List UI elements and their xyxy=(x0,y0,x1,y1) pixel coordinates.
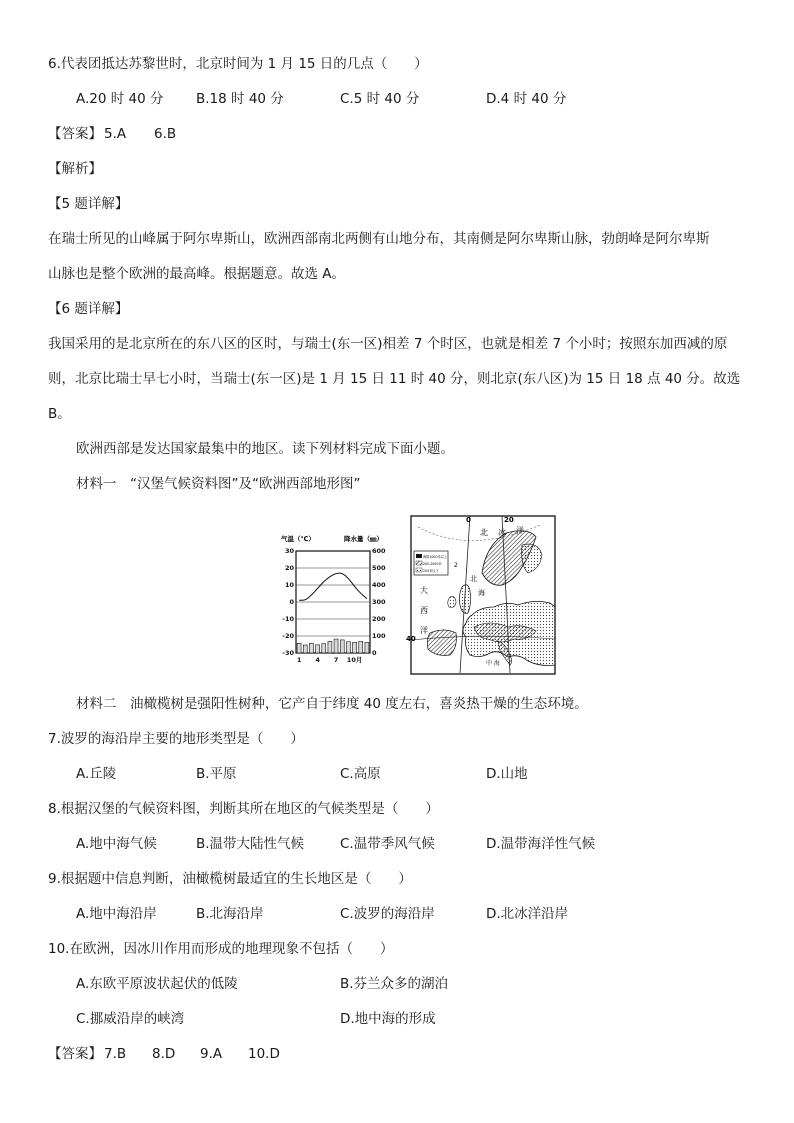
precipitation-bar xyxy=(365,642,369,653)
q8-stem: 8.根据汉堡的气候资料图，判断其所在地区的气候类型是（ ） xyxy=(48,801,439,817)
lon-label-20: 20 xyxy=(504,516,514,524)
q9-stem: 9.根据题中信息判断，油橄榄树最适宜的生长地区是（ ） xyxy=(48,871,412,887)
precip-tick-label: 0 xyxy=(372,649,377,658)
precip-tick-label: 200 xyxy=(372,615,386,624)
britain-landmass xyxy=(459,585,470,614)
detail-5-heading: 【5 题详解】 xyxy=(48,196,129,212)
q9-option-a: A.地中海沿岸 xyxy=(76,906,157,922)
sea-label-yang: 洋 xyxy=(516,526,524,535)
month-tick-label: 7 xyxy=(333,656,339,664)
q9-option-d: D.北冰洋沿岸 xyxy=(486,906,569,922)
precipitation-bar xyxy=(309,643,313,653)
detail-5-line-2: 山脉也是整个欧洲的最高峰。根据题意。故选 A。 xyxy=(48,266,346,282)
precip-tick-label: 500 xyxy=(372,564,386,573)
sea-label-xi: 西 xyxy=(420,606,428,615)
precip-tick-label: 400 xyxy=(372,581,386,590)
q6-option-c: C.5 时 40 分 xyxy=(340,91,420,107)
q9-option-b: B.北海沿岸 xyxy=(196,906,264,922)
answer-9: 9.A xyxy=(200,1046,223,1062)
precipitation-bar xyxy=(340,640,344,653)
q7-option-a: A.丘陵 xyxy=(76,766,117,782)
iberia-landmass xyxy=(427,630,456,655)
precipitation-bar xyxy=(303,645,307,653)
legend-swatch-mid xyxy=(416,561,422,565)
detail-6-heading: 【6 题详解】 xyxy=(48,301,129,317)
temp-tick-label: -30 xyxy=(282,649,294,658)
answer-8: 8.D xyxy=(152,1046,176,1062)
sea-label-hai: 海 xyxy=(478,589,485,597)
q10-option-c: C.挪威沿岸的峡湾 xyxy=(76,1011,185,1027)
sea-label-da: 大 xyxy=(420,586,428,595)
sea-label-mediterranean: 中 海 xyxy=(486,660,500,667)
q10-option-b: B.芬兰众多的湖泊 xyxy=(340,976,449,992)
q6-stem: 6.代表团抵达苏黎世时，北京时间为 1 月 15 日的几点（ ） xyxy=(48,56,428,72)
precipitation-bar xyxy=(334,639,338,653)
climate-chart xyxy=(280,532,384,666)
legend-text-mid: 200-2000米 xyxy=(423,562,442,566)
answer-label-2: 【答案】 xyxy=(48,1046,102,1062)
precipitation-bar xyxy=(328,641,332,653)
month-tick-label: 10月 xyxy=(346,656,363,664)
material-1: 材料一 “汉堡气候资料图”及“欧洲西部地形图” xyxy=(76,476,361,492)
detail-6-line-2: 则，北京比瑞士早七小时，当瑞士(东一区)是 1 月 15 日 11 时 40 分，则北京(东八区)为 15 日 18 点 40 分。故选 xyxy=(48,371,741,387)
legend-text-high: 海拔2000米以上 xyxy=(423,555,448,559)
q8-option-d: D.温带海洋性气候 xyxy=(486,836,596,852)
q7-option-c: C.高原 xyxy=(340,766,381,782)
q8-option-a: A.地中海气候 xyxy=(76,836,157,852)
temp-tick-label: 10 xyxy=(284,581,294,590)
passage-intro: 欧洲西部是发达国家最集中的地区。读下列材料完成下面小题。 xyxy=(76,441,454,457)
answer-5: 5.A xyxy=(104,126,127,142)
temp-tick-label: 30 xyxy=(284,547,294,556)
answer-label: 【答案】 xyxy=(48,126,102,142)
q7-option-d: D.山地 xyxy=(486,766,528,782)
precipitation-bar xyxy=(322,644,326,653)
sea-label-bei: 北 xyxy=(480,528,488,537)
q10-option-a: A.东欧平原波状起伏的低陵 xyxy=(76,976,238,992)
terrain-map xyxy=(406,515,556,675)
q10-option-d: D.地中海的形成 xyxy=(340,1011,436,1027)
legend-swatch-low xyxy=(416,568,422,572)
precip-tick-label: 100 xyxy=(372,632,386,641)
temp-tick-label: -10 xyxy=(282,615,294,624)
sea-label-yang-2: 洋 xyxy=(420,626,428,635)
legend-text-low: 200米以下 xyxy=(423,569,439,573)
q8-option-b: B.温带大陆性气候 xyxy=(196,836,305,852)
precip-tick-label: 600 xyxy=(372,547,386,556)
temp-axis-label: 气温（℃） xyxy=(281,535,315,543)
legend-swatch-high xyxy=(416,554,422,558)
answer-7: 7.B xyxy=(104,1046,127,1062)
q9-option-c: C.波罗的海沿岸 xyxy=(340,906,435,922)
map-number-label: 2 xyxy=(454,562,458,569)
lon-label-0: 0 xyxy=(466,516,471,524)
answer-10: 10.D xyxy=(248,1046,280,1062)
q6-option-b: B.18 时 40 分 xyxy=(196,91,284,107)
precipitation-bar xyxy=(346,642,350,653)
answer-6: 6.B xyxy=(154,126,177,142)
precipitation-bar xyxy=(359,641,363,653)
q7-option-b: B.平原 xyxy=(196,766,237,782)
sea-label-bing: 冰 xyxy=(498,528,506,537)
precipitation-bar xyxy=(353,642,357,653)
sea-label-north: 北 xyxy=(470,575,477,583)
q7-stem: 7.波罗的海沿岸主要的地形类型是（ ） xyxy=(48,731,304,747)
month-tick-label: 1 xyxy=(296,656,302,664)
analysis-heading: 【解析】 xyxy=(48,161,102,177)
precip-axis-label: 降水量（㎜） xyxy=(344,535,383,543)
lat-label-40: 40 xyxy=(406,635,416,643)
detail-6-line-1: 我国采用的是北京所在的东八区的区时，与瑞士(东一区)相差 7 个时区，也就是相差 7 个小时；按照东加西减的原 xyxy=(48,336,728,352)
ireland-landmass xyxy=(448,597,456,608)
detail-5-line-1: 在瑞士所见的山峰属于阿尔卑斯山，欧洲西部南北两侧有山地分布，其南侧是阿尔卑斯山脉，勃朗峰是阿尔卑斯 xyxy=(48,231,710,247)
month-tick-label: 4 xyxy=(315,656,320,664)
precipitation-bar xyxy=(297,643,301,653)
material-2: 材料二 油橄榄树是强阳性树种，它产自于纬度 40 度左右，喜炎热干燥的生态环境。 xyxy=(76,696,588,712)
q10-stem: 10.在欧洲，因冰川作用而形成的地理现象不包括（ ） xyxy=(48,941,394,957)
q8-option-c: C.温带季风气候 xyxy=(340,836,435,852)
precipitation-bar xyxy=(316,645,320,653)
detail-6-line-3: B。 xyxy=(48,406,71,422)
q6-option-d: D.4 时 40 分 xyxy=(486,91,567,107)
temp-tick-label: 0 xyxy=(289,598,294,607)
temp-tick-label: -20 xyxy=(282,632,294,641)
temp-tick-label: 20 xyxy=(284,564,294,573)
q6-option-a: A.20 时 40 分 xyxy=(76,91,164,107)
precip-tick-label: 300 xyxy=(372,598,386,607)
